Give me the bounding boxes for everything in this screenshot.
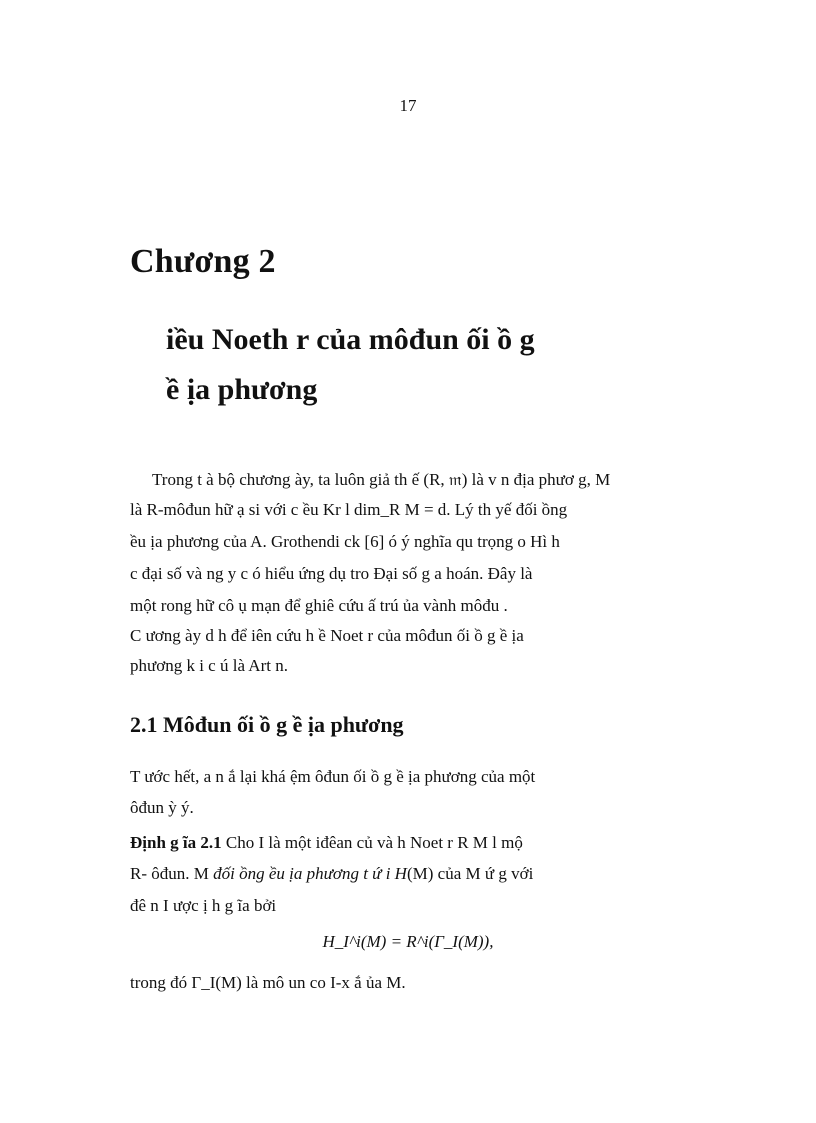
intro-line-5: một rong hữ cô ụ mạn để ghiê cứu ấ trú ủa vành môđu . (130, 596, 508, 615)
definition-term: đối ồng ều ịa phương t ứ i H (213, 864, 407, 883)
intro-line-1: Trong t à bộ chương ày, ta luôn giả th ế (R, 𝔪) là v n địa phươ g, M (152, 470, 611, 489)
intro-line-4: c đại số và ng y c ó hiểu ứng dụ tro Đại số g a hoán. Đây là (130, 564, 533, 583)
definition-formula: H_I^i(M) = R^i(Γ_I(M)), (322, 932, 494, 951)
section-line-2: ôđun ỳ ý. (130, 798, 194, 817)
definition-line-3: đê n I ược ị h g ĩa bởi (130, 896, 277, 915)
page-number: 17 (399, 96, 417, 115)
chapter-label: Chương 2 (130, 243, 276, 280)
chapter-title-line-2: ề ịa phương (166, 373, 318, 406)
chapter-title-line-1: iều Noeth r của môđun ối ồ g (166, 323, 535, 356)
definition-line-2-a: R- ôđun. M (130, 864, 214, 883)
intro-line-6: C ương ày d h để iên cứu h ề Noet r của môđun ối ồ g ề ịa (130, 626, 524, 645)
definition-line-1 (130, 833, 523, 853)
intro-line-2: là R-môđun hữ ạ si với c ều Kr l dim_R M = d. Lý th yế đối ồng (130, 500, 568, 519)
definition-line-2-c: (M) của M ứ g với (406, 864, 534, 883)
intro-line-3: ều ịa phương của A. Grothendi ck [6] ó ý nghĩa qu trọng o Hì h (130, 532, 560, 551)
definition-line-1-text: Cho I là một iđêan củ và h Noet r R M l mộ (221, 833, 523, 852)
definition-label: Định g ĩa 2.1 (130, 833, 222, 852)
definition-line-2 (130, 864, 533, 884)
section-line-1: T ước hết, a n ắ lại khá ệm ôđun ối ồ g ề ịa phương của một (130, 767, 536, 786)
definition-after: trong đó Γ_I(M) là mô un co I-x ắ ủa M. (130, 973, 406, 992)
intro-line-7: phương k i c ú là Art n. (130, 656, 288, 675)
section-heading: 2.1 Môđun ối ồ g ề ịa phương (130, 712, 404, 737)
